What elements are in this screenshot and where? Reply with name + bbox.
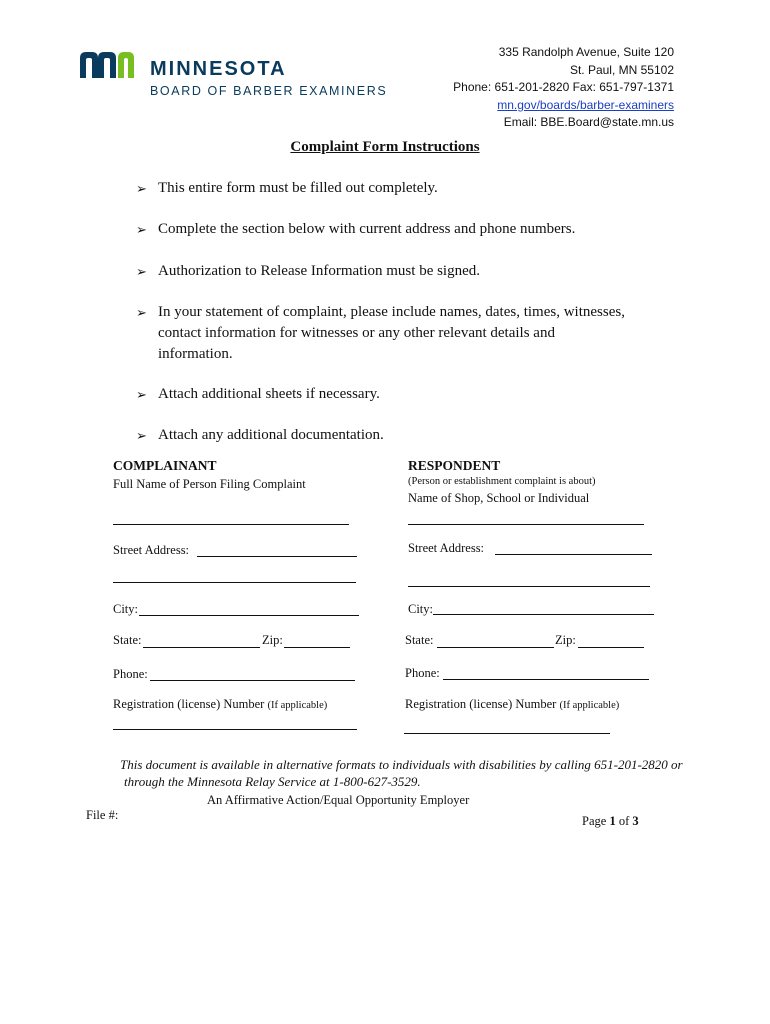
complainant-city-field[interactable]: [139, 615, 359, 616]
arrow-bullet-icon: ➢: [136, 387, 147, 402]
file-number-label: File #:: [86, 808, 119, 822]
instruction-item: ➢ Authorization to Release Information must be signed.: [138, 261, 628, 282]
arrow-bullet-icon: ➢: [136, 264, 147, 279]
complainant-phone-label: Phone:: [113, 667, 148, 681]
respondent-heading: RESPONDENT: [408, 458, 501, 473]
address-line2: St. Paul, MN 55102: [569, 62, 674, 77]
instruction-item: ➢ Attach additional sheets if necessary.: [138, 384, 628, 405]
respondent-note: (Person or establishment complaint is about): [408, 476, 596, 487]
logo-title: MINNESOTA: [150, 58, 287, 80]
complainant-state-field[interactable]: [143, 647, 260, 648]
respondent-zip-label: Zip:: [555, 633, 576, 647]
arrow-bullet-icon: ➢: [136, 305, 147, 320]
alt-formats-line2: through the Minnesota Relay Service at 1-800-627-3529.: [124, 774, 421, 789]
contact-block: [453, 44, 674, 132]
respondent-phone-label: Phone:: [405, 666, 440, 680]
page-title: Complaint Form Instructions: [290, 139, 480, 155]
complainant-heading: COMPLAINANT: [113, 458, 217, 473]
complainant-registration-field[interactable]: [113, 729, 357, 730]
address-line1: 335 Randolph Avenue, Suite 120: [498, 45, 674, 59]
respondent-name-label: Name of Shop, School or Individual: [408, 491, 590, 505]
respondent-street-label: Street Address:: [408, 541, 485, 555]
page-title-wrap: [0, 138, 770, 156]
respondent-phone-field[interactable]: [443, 679, 649, 680]
complainant-street-label: Street Address:: [113, 543, 190, 557]
complainant-city-label: City:: [113, 602, 139, 616]
complainant-zip-label: Zip:: [262, 633, 283, 647]
respondent-street-field-2[interactable]: [408, 586, 650, 587]
respondent-registration-field[interactable]: [404, 733, 610, 734]
instruction-item: ➢ Attach any additional documentation.: [138, 425, 628, 446]
complainant-phone-field[interactable]: [150, 680, 355, 681]
phone-fax: Phone: 651-201-2820 Fax: 651-797-1371: [453, 80, 674, 94]
respondent-state-field[interactable]: [437, 647, 554, 648]
complainant-name-label: Full Name of Person Filing Complaint: [113, 477, 306, 491]
arrow-bullet-icon: ➢: [136, 428, 147, 443]
complainant-name-field[interactable]: [113, 524, 349, 525]
website-link[interactable]: mn.gov/boards/barber-examiners: [497, 97, 674, 112]
complainant-state-label: State:: [113, 633, 142, 647]
instruction-item: ➢ Complete the section below with current address and phone numbers.: [138, 219, 628, 240]
respondent-name-field[interactable]: [408, 524, 644, 525]
complainant-street-field[interactable]: [197, 556, 357, 557]
instruction-item: ➢ This entire form must be filled out completely.: [138, 178, 628, 199]
complainant-zip-field[interactable]: [284, 647, 350, 648]
respondent-street-field[interactable]: [495, 554, 652, 555]
respondent-city-field[interactable]: [433, 614, 654, 615]
instruction-item: ➢ In your statement of complaint, please include names, dates, times, witnesses, contact information for witnesses or any other relevant details and information.: [136, 304, 625, 362]
arrow-bullet-icon: ➢: [136, 181, 147, 196]
complainant-registration-note: (If applicable): [267, 700, 328, 711]
respondent-zip-field[interactable]: [578, 647, 644, 648]
respondent-city-label: City:: [408, 602, 434, 616]
alt-formats-line1: This document is available in alternative formats to individuals with disabilities by calling 651-201-2820 or: [120, 757, 683, 772]
respondent-registration-label: Registration (license) Number (If applicable): [405, 697, 620, 711]
page-number: Page 1 of 3: [582, 814, 639, 828]
logo-subtitle: BOARD OF BARBER EXAMINERS: [150, 84, 388, 98]
arrow-bullet-icon: ➢: [136, 222, 147, 237]
employer-statement: An Affirmative Action/Equal Opportunity Employer: [207, 793, 470, 807]
respondent-registration-note: (If applicable): [559, 700, 620, 711]
complainant-street-field-2[interactable]: [113, 582, 356, 583]
minnesota-logo-icon: [78, 50, 136, 80]
respondent-state-label: State:: [405, 633, 434, 647]
email-text: Email: BBE.Board@state.mn.us: [503, 115, 674, 129]
complainant-registration-label: Registration (license) Number (If applicable): [113, 697, 328, 711]
